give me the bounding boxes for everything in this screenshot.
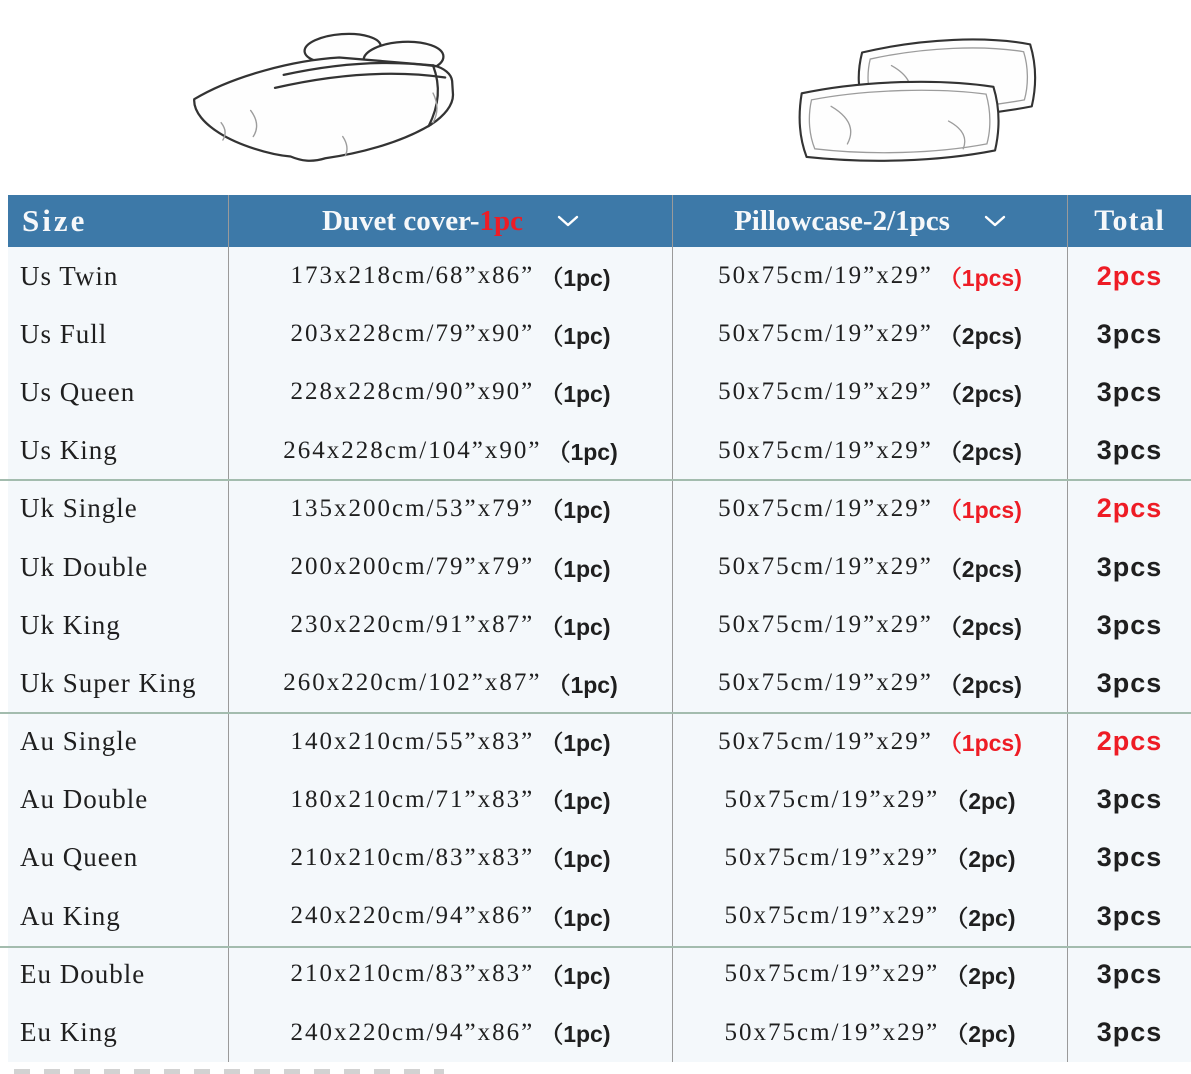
duvet-cell: 210x210cm/83”x83” （1pc) <box>228 945 672 1003</box>
table-row <box>8 247 1191 305</box>
size-cell: Us Twin <box>20 260 119 291</box>
size-cell: Us Full <box>20 318 108 349</box>
table-row <box>8 829 1191 887</box>
total-cell: 3pcs <box>1067 1003 1191 1061</box>
total-header-label: Total <box>1094 204 1165 237</box>
size-cell: Us King <box>20 435 118 466</box>
total-cell: 3pcs <box>1067 771 1191 829</box>
table-row <box>8 654 1191 712</box>
pillowcase-cell: 50x75cm/19”x29” （2pcs) <box>672 363 1067 421</box>
size-chart-table <box>8 195 1191 1074</box>
pillowcase-cell: 50x75cm/19”x29” （1pcs) <box>672 713 1067 771</box>
section-divider <box>0 479 1191 481</box>
size-cell: Uk Double <box>20 551 149 582</box>
total-cell: 3pcs <box>1067 887 1191 945</box>
total-cell: 3pcs <box>1067 422 1191 480</box>
size-cell: Us Queen <box>20 376 136 407</box>
duvet-cell: 264x228cm/104”x90” （1pc) <box>228 422 672 480</box>
cropped-next-row <box>14 1069 444 1074</box>
total-cell: 3pcs <box>1067 654 1191 712</box>
column-header-size <box>8 195 228 247</box>
duvet-cell: 240x220cm/94”x86” （1pc) <box>228 887 672 945</box>
total-cell: 3pcs <box>1067 945 1191 1003</box>
total-cell: 2pcs <box>1067 480 1191 538</box>
duvet-cell: 260x220cm/102”x87” （1pc) <box>228 654 672 712</box>
duvet-cell: 230x220cm/91”x87” （1pc) <box>228 596 672 654</box>
chevron-down-icon[interactable] <box>984 215 1006 228</box>
pillowcase-cell: 50x75cm/19”x29” （2pc) <box>672 887 1067 945</box>
duvet-cell: 228x228cm/90”x90” （1pc) <box>228 363 672 421</box>
duvet-cell: 180x210cm/71”x83” （1pc) <box>228 771 672 829</box>
pillowcase-cell: 50x75cm/19”x29” （2pcs) <box>672 596 1067 654</box>
table-header-row <box>8 195 1191 247</box>
table-row <box>8 596 1191 654</box>
size-cell: Au Queen <box>20 842 139 873</box>
product-illustrations <box>0 0 1191 195</box>
duvet-cell: 140x210cm/55”x83” （1pc) <box>228 713 672 771</box>
column-header-total <box>1067 195 1191 247</box>
total-cell: 3pcs <box>1067 829 1191 887</box>
size-cell: Au King <box>20 900 121 931</box>
pillowcase-cell: 50x75cm/19”x29” （2pcs) <box>672 538 1067 596</box>
section-divider <box>0 946 1191 948</box>
duvet-cell: 240x220cm/94”x86” （1pc) <box>228 1003 672 1061</box>
size-cell: Uk Single <box>20 493 138 524</box>
table-row <box>8 480 1191 538</box>
pillowcase-cell: 50x75cm/19”x29” （2pc) <box>672 829 1067 887</box>
size-cell: Uk King <box>20 609 121 640</box>
pillowcase-cell: 50x75cm/19”x29” （2pcs) <box>672 422 1067 480</box>
chevron-down-icon[interactable] <box>557 215 579 228</box>
total-cell: 2pcs <box>1067 713 1191 771</box>
table-row <box>8 713 1191 771</box>
column-header-duvet[interactable] <box>228 195 672 247</box>
pillowcase-header-label: Pillowcase-2/1pcs <box>734 204 950 237</box>
total-cell: 3pcs <box>1067 538 1191 596</box>
duvet-cell: 173x218cm/68”x86” （1pc) <box>228 247 672 305</box>
table-row <box>8 538 1191 596</box>
total-cell: 2pcs <box>1067 247 1191 305</box>
section-divider <box>0 712 1191 714</box>
pillowcase-cell: 50x75cm/19”x29” （1pcs) <box>672 480 1067 538</box>
total-cell: 3pcs <box>1067 363 1191 421</box>
duvet-header-label: Duvet cover- <box>321 204 480 237</box>
pillows-illustration <box>755 15 1085 170</box>
table-row <box>8 771 1191 829</box>
size-cell: Au Single <box>20 726 138 757</box>
size-cell: Eu King <box>20 1017 118 1048</box>
pillowcase-cell: 50x75cm/19”x29” （2pc) <box>672 1003 1067 1061</box>
table-row <box>8 363 1191 421</box>
pillowcase-cell: 50x75cm/19”x29” （2pc) <box>672 945 1067 1003</box>
pillowcase-cell: 50x75cm/19”x29” （2pc) <box>672 771 1067 829</box>
duvet-cell: 210x210cm/83”x83” （1pc) <box>228 829 672 887</box>
table-row <box>8 1003 1191 1061</box>
table-row <box>8 305 1191 363</box>
duvet-cell: 200x200cm/79”x79” （1pc) <box>228 538 672 596</box>
size-cell: Au Double <box>20 784 149 815</box>
table-body <box>8 247 1191 1062</box>
pillowcase-cell: 50x75cm/19”x29” （2pcs) <box>672 305 1067 363</box>
table-row <box>8 422 1191 480</box>
total-cell: 3pcs <box>1067 305 1191 363</box>
total-cell: 3pcs <box>1067 596 1191 654</box>
table-row <box>8 887 1191 945</box>
pillowcase-cell: 50x75cm/19”x29” （2pcs) <box>672 654 1067 712</box>
size-header-label: Size <box>22 203 88 238</box>
size-cell: Uk Super King <box>20 667 197 698</box>
size-cell: Eu Double <box>20 958 146 989</box>
duvet-cell: 203x228cm/79”x90” （1pc) <box>228 305 672 363</box>
bed-illustration <box>150 8 525 173</box>
table-row <box>8 945 1191 1003</box>
duvet-cell: 135x200cm/53”x79” （1pc) <box>228 480 672 538</box>
duvet-header-qty: 1pc <box>479 204 524 237</box>
column-header-pillowcase[interactable] <box>672 195 1067 247</box>
pillowcase-cell: 50x75cm/19”x29” （1pcs) <box>672 247 1067 305</box>
